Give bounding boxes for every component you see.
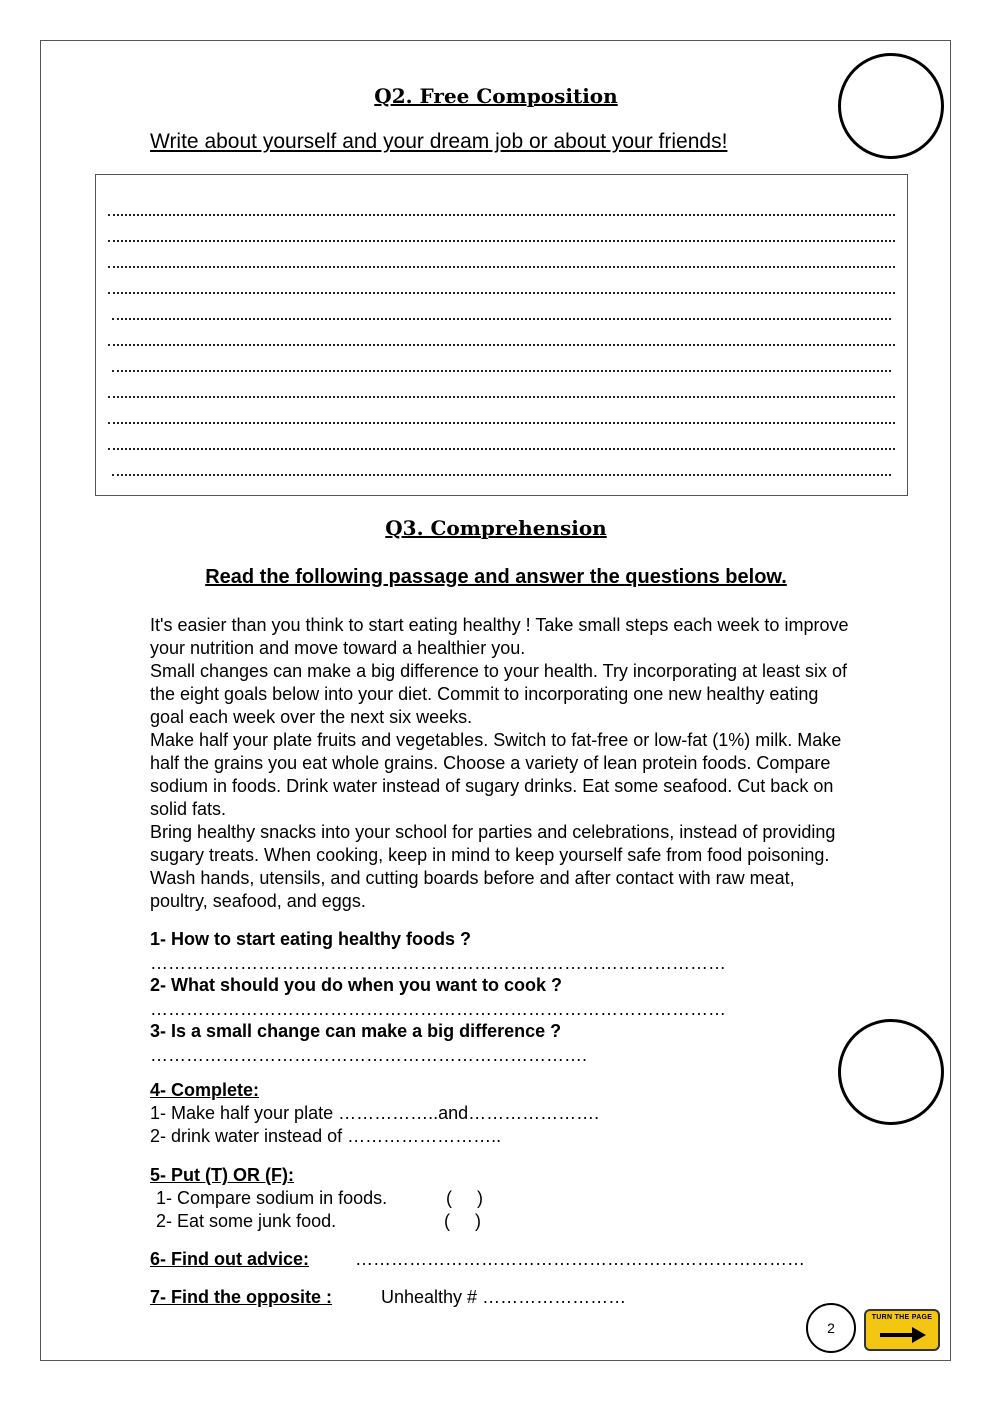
writing-line: [112, 318, 891, 320]
writing-line: [112, 474, 891, 476]
writing-line: [108, 422, 895, 424]
writing-line: [108, 344, 895, 346]
true-false-item-1: 1- Compare sodium in foods.: [156, 1188, 388, 1208]
writing-line: [108, 292, 895, 294]
question-4-heading: 4- Complete:: [150, 1080, 260, 1100]
turn-the-page-label: TURN THE PAGE: [871, 1314, 933, 1321]
q3-title: Q3. Comprehension: [385, 516, 607, 540]
question-5-heading: 5- Put (T) OR (F):: [150, 1165, 294, 1185]
question-7-heading: 7- Find the opposite :: [150, 1287, 332, 1307]
answer-line-6[interactable]: …………………………………………………………………: [355, 1249, 805, 1269]
question-1: 1- How to start eating healthy foods ?: [150, 929, 472, 949]
writing-line: [112, 370, 891, 372]
question-2: 2- What should you do when you want to cook ?: [150, 975, 562, 995]
turn-the-page-badge: [864, 1309, 940, 1351]
true-false-brackets-2[interactable]: ( ): [444, 1211, 481, 1231]
page-number: 2: [806, 1303, 856, 1353]
q3-instruction: Read the following passage and answer the questions below.: [205, 566, 787, 588]
writing-line: [108, 214, 895, 216]
q2-instruction: Write about yourself and your dream job or about your friends!: [150, 130, 728, 153]
true-false-item-2: 2- Eat some junk food.: [156, 1211, 337, 1231]
writing-line: [108, 266, 895, 268]
complete-item-1[interactable]: 1- Make half your plate ……………..and………………….: [150, 1103, 600, 1123]
true-false-brackets-1[interactable]: ( ): [446, 1188, 483, 1208]
writing-line: [108, 448, 895, 450]
answer-line-3[interactable]: ……………………………………………………………….: [150, 1045, 588, 1065]
answer-line-1[interactable]: ……………………………………………………………………………………: [150, 953, 726, 973]
writing-line: [108, 240, 895, 242]
answer-line-7[interactable]: Unhealthy # ……………………: [381, 1287, 627, 1307]
reading-passage: [150, 614, 850, 913]
passage-paragraph: Small changes can make a big difference to your health. Try incorporating at least six of the eight goals below into your diet. Commit to incorporating one new healthy eating goal each week over the next six weeks.: [150, 661, 848, 727]
q2-title: Q2. Free Composition: [374, 84, 618, 108]
question-3: 3- Is a small change can make a big difference ?: [150, 1021, 562, 1041]
complete-item-2[interactable]: 2- drink water instead of ……………………..: [150, 1126, 502, 1146]
passage-paragraph: It's easier than you think to start eating healthy ! Take small steps each week to improve your nutrition and move toward a healthier you.: [150, 615, 849, 658]
passage-paragraph: Make half your plate fruits and vegetables. Switch to fat-free or low-fat (1%) milk. Make half the grains you eat whole grains. Choose a variety of lean protein foods. Compare sodium in foods. Drink water instead of sugary drinks. Eat some seafood. Cut back on solid fats.: [150, 730, 842, 819]
writing-line: [108, 396, 895, 398]
composition-writing-box[interactable]: [95, 174, 908, 496]
passage-paragraph: Bring healthy snacks into your school for parties and celebrations, instead of providing sugary treats. When cooking, keep in mind to keep yourself safe from food poisoning. Wash hands, utensils, and cutting boards before and after contact with raw meat, poultry, seafood, and eggs.: [150, 822, 836, 911]
arrow-right-icon: [878, 1326, 928, 1344]
question-6-heading: 6- Find out advice:: [150, 1249, 310, 1269]
answer-line-2[interactable]: ……………………………………………………………………………………: [150, 999, 726, 1019]
score-circle-bottom: [838, 1019, 944, 1125]
